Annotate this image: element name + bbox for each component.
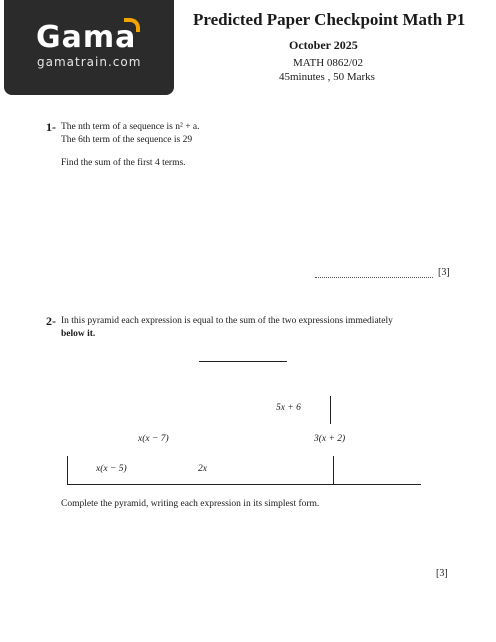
question-2-line1: In this pyramid each expression is equal to the sum of the two expressions immediately: [61, 316, 393, 326]
paper-title: Predicted Paper Checkpoint Math P1: [193, 10, 466, 29]
pyramid-bottom-line: [67, 484, 421, 485]
paper-code: MATH 0862/02: [293, 57, 363, 69]
answer-line-1[interactable]: [315, 277, 433, 278]
logo-box: [4, 0, 174, 95]
question-1-line1: The nth term of a sequence is n² + a.: [61, 122, 200, 132]
question-1-number: 1-: [46, 120, 56, 134]
pyramid-left-divider: [67, 456, 68, 484]
pyramid-right-divider: [333, 456, 334, 484]
question-2-line2: below it.: [61, 329, 96, 339]
logo-accent-icon: [124, 18, 140, 32]
paper-duration: 45minutes , 50 Marks: [279, 71, 375, 83]
question-2-instruction: Complete the pyramid, writing each expression in its simplest form.: [61, 499, 320, 509]
logo-url: gamatrain.com: [37, 55, 142, 69]
pyramid-cell-mid-right[interactable]: 3(x + 2): [314, 434, 346, 444]
question-1-line2: The 6th term of the sequence is 29: [61, 135, 193, 145]
question-2-number: 2-: [46, 314, 56, 328]
pyramid-cell-bottom-left[interactable]: x(x − 5): [96, 464, 127, 474]
question-1-line3: Find the sum of the first 4 terms.: [61, 158, 186, 168]
question-1-marks: [3]: [438, 267, 450, 278]
pyramid-cell-mid-left[interactable]: x(x − 7): [138, 434, 169, 444]
pyramid-top-box-line: [199, 361, 287, 362]
question-2-marks: [3]: [436, 568, 448, 579]
paper-date: October 2025: [289, 38, 358, 52]
pyramid-cell-top[interactable]: 5x + 6: [276, 403, 301, 413]
logo-wordmark: Gama: [36, 20, 137, 55]
pyramid-top-divider: [330, 396, 331, 424]
pyramid-cell-bottom-middle[interactable]: 2x: [198, 464, 207, 474]
